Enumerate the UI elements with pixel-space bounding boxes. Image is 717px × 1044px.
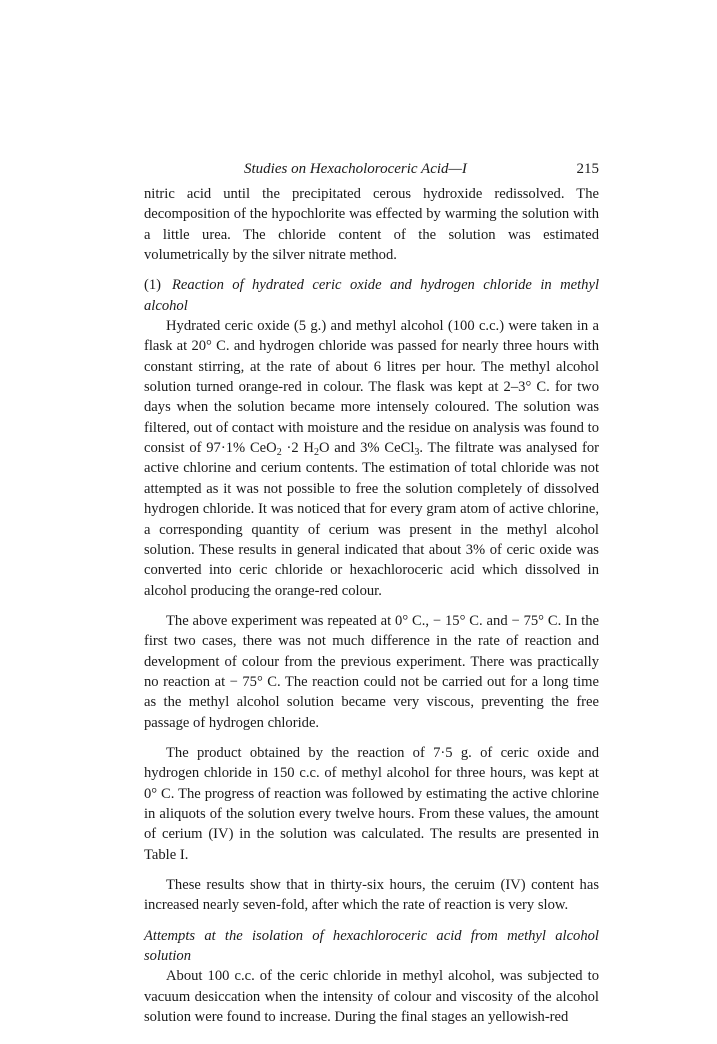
- text-run: ·2 H: [281, 440, 314, 457]
- subscript: 3: [414, 447, 420, 459]
- paragraph-results-summary: These results show that in thirty-six hours, the ceruim (IV) content has increased nearly seven-fold, after which the rate of reaction is very slow.: [144, 877, 599, 914]
- page-number: 215: [576, 161, 599, 177]
- section-number: (1): [144, 277, 162, 294]
- section-heading-2: Attempts at the isolation of hexachloroceric acid from methyl alcohol solution: [144, 927, 599, 965]
- article-body: [144, 184, 599, 1027]
- paragraph-temperature-experiments: The above experiment was repeated at 0° C., − 15° C. and − 75° C. In the first two cases, there was not much difference in the rate of reaction and development of colour from the previous experiment. There was practically no reaction at − 75° C. The reaction could not be carried out for a long time as the methyl alcohol solution became very viscous, preventing the free passage of hydrogen chloride.: [144, 612, 599, 731]
- running-title: Studies on Hexacholoroceric Acid—I: [244, 161, 467, 177]
- subscript: 2: [276, 447, 282, 459]
- paragraph-product-progress: The product obtained by the reaction of 7·5 g. of ceric oxide and hydrogen chloride in 150 c.c. of methyl alcohol for three hours, was kept at 0° C. The progress of reaction was followed by estimating the active chlorine in aliquots of the solution every twelve hours. From these values, the amount of cerium (IV) in the solution was calculated. The results are presented in Table I.: [144, 744, 599, 863]
- text-run: O and 3% CeCl: [318, 440, 415, 457]
- paragraph-continuation: nitric acid until the precipitated cerous hydroxide redissolved. The decomposition of the hypochlorite was effected by warming the solution with a little urea. The chloride content of the solution was estimated volumetrically by the silver nitrate method.: [144, 186, 599, 264]
- text-run: . The filtrate was analysed for active chlorine and cerium contents. The estimation of total chloride was not attempted as it was not possible to free the solution completely of dissolved hydrogen chloride. It was noticed that for every gram atom of active chlorine, a corresponding quantity of cerium was present in the methyl alcohol solution. These results in general indicated that about 3% of ceric oxide was converted into ceric chloride or hexachloroceric acid which dissolved in alcohol producing the orange-red colour.: [144, 440, 600, 599]
- section-title: Reaction of hydrated ceric oxide and hydrogen chloride in methyl alcohol: [144, 277, 599, 314]
- subscript: 2: [313, 447, 319, 459]
- section-heading-1: [144, 275, 599, 316]
- paragraph-reaction-method: [144, 316, 599, 601]
- paragraph-isolation: About 100 c.c. of the ceric chloride in methyl alcohol, was subjected to vacuum desiccation when the intensity of colour and viscosity of the alcohol solution were found to increase. During the final stages an yellowish-red: [144, 968, 599, 1026]
- text-run: Hydrated ceric oxide (5 g.) and methyl alcohol (100 c.c.) were taken in a flask at 20° C. and hydrogen chloride was passed for nearly three hours with constant stirring, at the rate of about 6 litres per hour. The methyl alcohol solution turned orange-red in colour. The flask was kept at 2–3° C. for two days when the solution became more intensely coloured. The solution was filtered, out of contact with moisture and the residue on analysis was found to consist of 97·1% CeO: [144, 318, 599, 457]
